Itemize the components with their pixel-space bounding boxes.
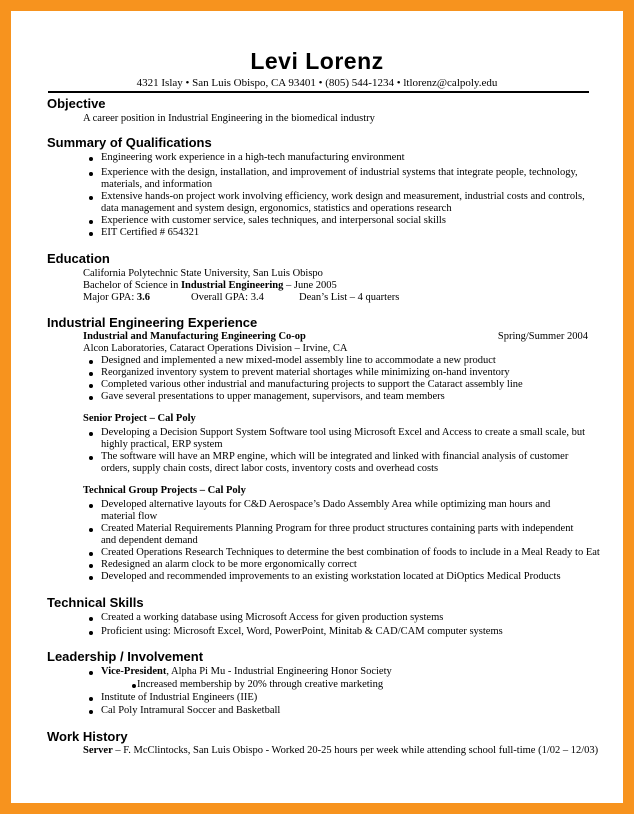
- degree-date: – June 2005: [283, 280, 337, 291]
- work-heading: Work History: [47, 729, 128, 744]
- bullet-icon: [89, 372, 93, 376]
- group-project-item-continuation: material flow: [101, 511, 158, 522]
- job-item: Designed and implemented a new mixed-model assembly line to accommodate a new product: [101, 355, 496, 366]
- group-project-item: Redesigned an alarm clock to be more ergonomically correct: [101, 559, 357, 570]
- bullet-icon: [89, 456, 93, 460]
- group-project-item: Developed and recommended improvements to an existing workstation located at DiOptics Medical Products: [101, 571, 561, 582]
- job-item: Gave several presentations to upper management, supervisors, and team members: [101, 391, 445, 402]
- bullet-icon: [89, 396, 93, 400]
- work-text: – F. McClintocks, San Luis Obispo - Worked 20-25 hours per week while attending school full-time (1/02 – 12/03): [112, 745, 599, 756]
- vp-label: Vice-President: [101, 666, 167, 677]
- bullet-icon: [89, 576, 93, 580]
- bullet-icon: [89, 552, 93, 556]
- leadership-vp: [101, 666, 392, 678]
- major-gpa-label: Major GPA:: [83, 292, 135, 303]
- job-item: Reorganized inventory system to prevent material shortages while minimizing on-hand inventory: [101, 367, 510, 378]
- bullet-icon: [89, 360, 93, 364]
- job-item: Completed various other industrial and manufacturing projects to support the Cataract assembly line: [101, 379, 523, 390]
- project-item-continuation: orders, supply chain costs, direct labor costs, inventory costs and overhead costs: [101, 463, 439, 474]
- resume-page: [11, 11, 623, 803]
- bullet-icon: [89, 384, 93, 388]
- bullet-icon: [89, 631, 93, 635]
- major-gpa: [83, 292, 150, 304]
- project-title: Senior Project – Cal Poly: [83, 413, 196, 424]
- job-company: Alcon Laboratories, Cataract Operations Division – Irvine, CA: [83, 343, 348, 354]
- bullet-icon: [89, 671, 93, 675]
- summary-item: Experience with customer service, sales techniques, and interpersonal social skills: [101, 215, 446, 226]
- leadership-item: Institute of Industrial Engineers (IIE): [101, 692, 258, 703]
- bullet-icon: [89, 432, 93, 436]
- bullet-icon: [89, 220, 93, 224]
- contact-line: 4321 Islay • San Luis Obispo, CA 93401 • (805) 544-1234 • ltlorenz@calpoly.edu: [136, 77, 498, 89]
- experience-heading: Industrial Engineering Experience: [47, 315, 258, 330]
- candidate-name: Levi Lorenz: [250, 48, 384, 74]
- summary-item: Experience with the design, installation, and improvement of industrial systems that integrate people, technology,: [101, 167, 578, 178]
- summary-item: Engineering work experience in a high-tech manufacturing environment: [101, 152, 405, 163]
- project-item: The software will have an MRP engine, which will be integrated and linked with financial analysis of customer: [101, 451, 569, 462]
- summary-item-continuation: materials, and information: [101, 179, 213, 190]
- education-school: California Polytechnic State University, San Luis Obispo: [83, 268, 323, 279]
- group-projects-title: Technical Group Projects – Cal Poly: [83, 485, 246, 496]
- work-entry: [83, 745, 598, 757]
- skills-heading: Technical Skills: [47, 595, 144, 610]
- group-project-item: Created Operations Research Techniques to determine the best combination of foods to include in a Meal Ready to Eat: [101, 547, 600, 558]
- overall-gpa: Overall GPA: 3.4: [191, 292, 264, 303]
- bullet-icon: [89, 196, 93, 200]
- bullet-icon: [89, 232, 93, 236]
- bullet-icon: [89, 617, 93, 621]
- vp-text: , Alpha Pi Mu - Industrial Engineering Honor Society: [166, 666, 392, 677]
- education-degree: [83, 280, 337, 292]
- leadership-sub-item: Increased membership by 20% through creative marketing: [137, 679, 384, 690]
- bullet-icon: [89, 157, 93, 161]
- leadership-heading: Leadership / Involvement: [47, 649, 204, 664]
- summary-heading: Summary of Qualifications: [47, 135, 212, 150]
- deans-list: Dean’s List – 4 quarters: [299, 292, 400, 303]
- education-heading: Education: [47, 251, 110, 266]
- objective-heading: Objective: [47, 96, 106, 111]
- leadership-item: Cal Poly Intramural Soccer and Basketball: [101, 705, 281, 716]
- summary-item-continuation: data management and system design, ergonomics, statistics and operations research: [101, 203, 452, 214]
- degree-major: Industrial Engineering: [180, 280, 284, 291]
- project-item: Developing a Decision Support System Software tool using Microsoft Excel and Access to create a small scale, but: [101, 427, 586, 438]
- group-project-item: Created Material Requirements Planning Program for three product structures containing parts with independent: [101, 523, 574, 534]
- project-item-continuation: highly practical, ERP system: [101, 439, 223, 450]
- bullet-icon: [89, 697, 93, 701]
- degree-prefix: Bachelor of Science in: [83, 280, 181, 291]
- header-divider: [48, 91, 589, 93]
- summary-item: EIT Certified # 654321: [101, 227, 200, 238]
- summary-item: Extensive hands-on project work involving efficiency, work design and measurement, industrial costs and controls,: [101, 191, 585, 202]
- group-project-item: Developed alternative layouts for C&D Aerospace’s Dado Assembly Area while optimizing man hours and: [101, 499, 551, 510]
- bullet-icon: [89, 564, 93, 568]
- bullet-icon: [89, 172, 93, 176]
- group-project-item-continuation: and dependent demand: [101, 535, 198, 546]
- bullet-icon: [89, 504, 93, 508]
- work-label: Server: [83, 745, 113, 756]
- objective-text: A career position in Industrial Engineering in the biomedical industry: [83, 113, 375, 124]
- skills-item: Created a working database using Microsoft Access for given production systems: [101, 612, 444, 623]
- bullet-icon: [132, 684, 136, 688]
- major-gpa-value: 3.6: [136, 292, 150, 303]
- skills-item: Proficient using: Microsoft Excel, Word, PowerPoint, Minitab & CAD/CAM computer systems: [101, 626, 503, 637]
- job-title: Industrial and Manufacturing Engineering Co-op: [83, 331, 306, 342]
- bullet-icon: [89, 528, 93, 532]
- bullet-icon: [89, 710, 93, 714]
- job-date: Spring/Summer 2004: [497, 331, 588, 342]
